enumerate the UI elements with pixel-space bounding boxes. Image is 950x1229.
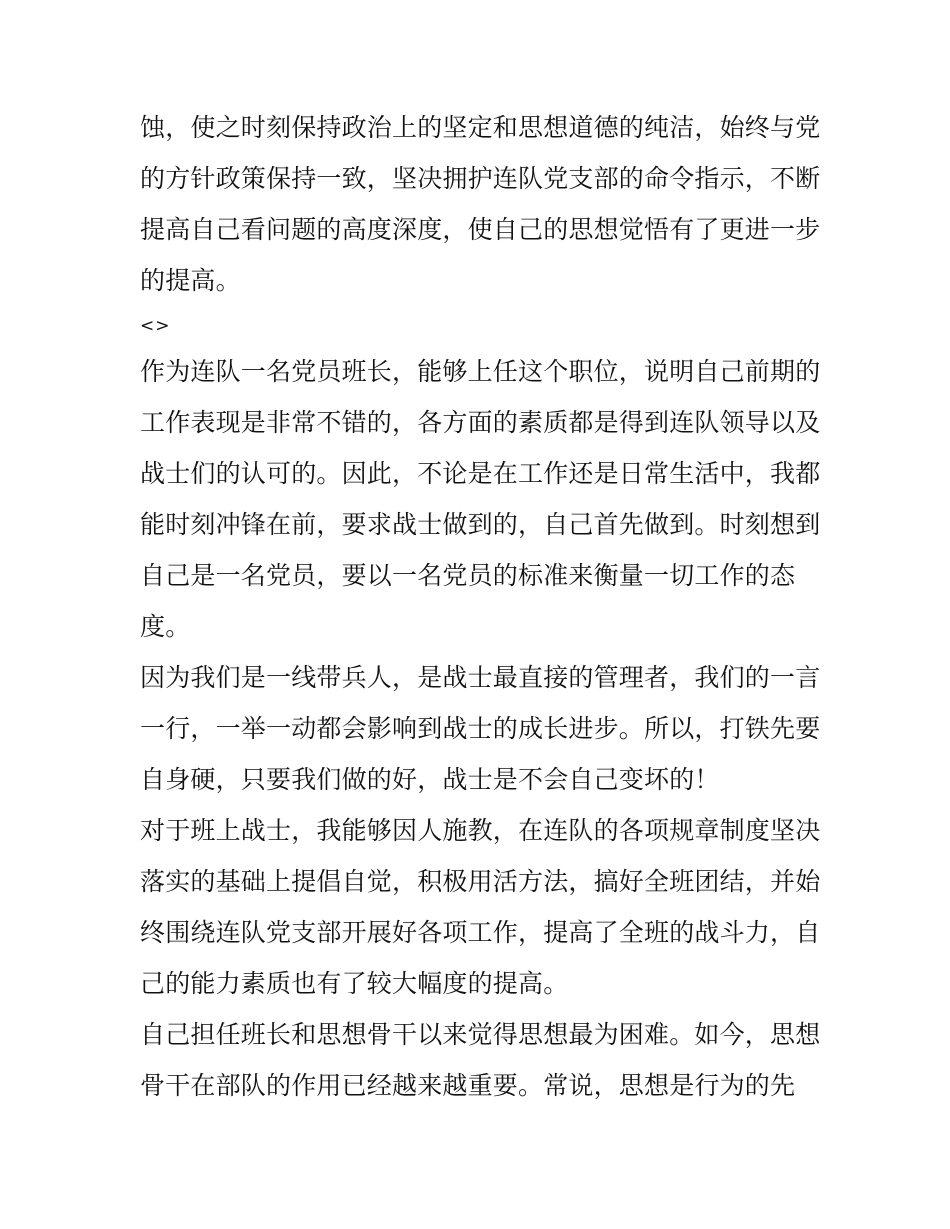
text-line: 因为我们是一线带兵人，是战士最直接的管理者，我们的一言	[140, 663, 821, 692]
text-line: 工作表现是非常不错的，各方面的素质都是得到连队领导以及	[140, 408, 821, 437]
text-line: 的提高。	[140, 266, 241, 295]
text-line: 落实的基础上提倡自觉，积极用活方法，搞好全班团结，并始	[140, 867, 821, 896]
text-line: 能时刻冲锋在前，要求战士做到的，自己首先做到。时刻想到	[140, 510, 821, 539]
text-line: 蚀，使之时刻保持政治上的坚定和思想道德的纯洁，始终与党	[140, 113, 821, 142]
text-line: 终围绕连队党支部开展好各项工作，提高了全班的战斗力，自	[140, 918, 821, 947]
text-line: 自己担任班长和思想骨干以来觉得思想最为困难。如今，思想	[140, 1020, 821, 1049]
text-line: 自身硬，只要我们做的好，战士是不会自己变坏的！	[140, 765, 720, 794]
text-line: 的方针政策保持一致，坚决拥护连队党支部的命令指示，不断	[140, 164, 821, 193]
text-line: 自己是一名党员，要以一名党员的标准来衡量一切工作的态	[140, 561, 796, 590]
text-line: 作为连队一名党员班长，能够上任这个职位，说明自己前期的	[140, 357, 821, 386]
text-line: 战士们的认可的。因此，不论是在工作还是日常生活中，我都	[140, 459, 821, 488]
text-line: 己的能力素质也有了较大幅度的提高。	[140, 969, 569, 998]
text-line: 提高自己看问题的高度深度，使自己的思想觉悟有了更进一步	[140, 215, 821, 244]
section-marker: <>	[140, 316, 171, 336]
text-line: 骨干在部队的作用已经越来越重要。常说，思想是行为的先	[140, 1071, 796, 1100]
text-line: 度。	[140, 612, 191, 641]
document-body	[140, 102, 820, 1111]
text-line: 对于班上战士，我能够因人施教，在连队的各项规章制度坚决	[140, 816, 821, 845]
text-line: 一行，一举一动都会影响到战士的成长进步。所以，打铁先要	[140, 714, 821, 743]
